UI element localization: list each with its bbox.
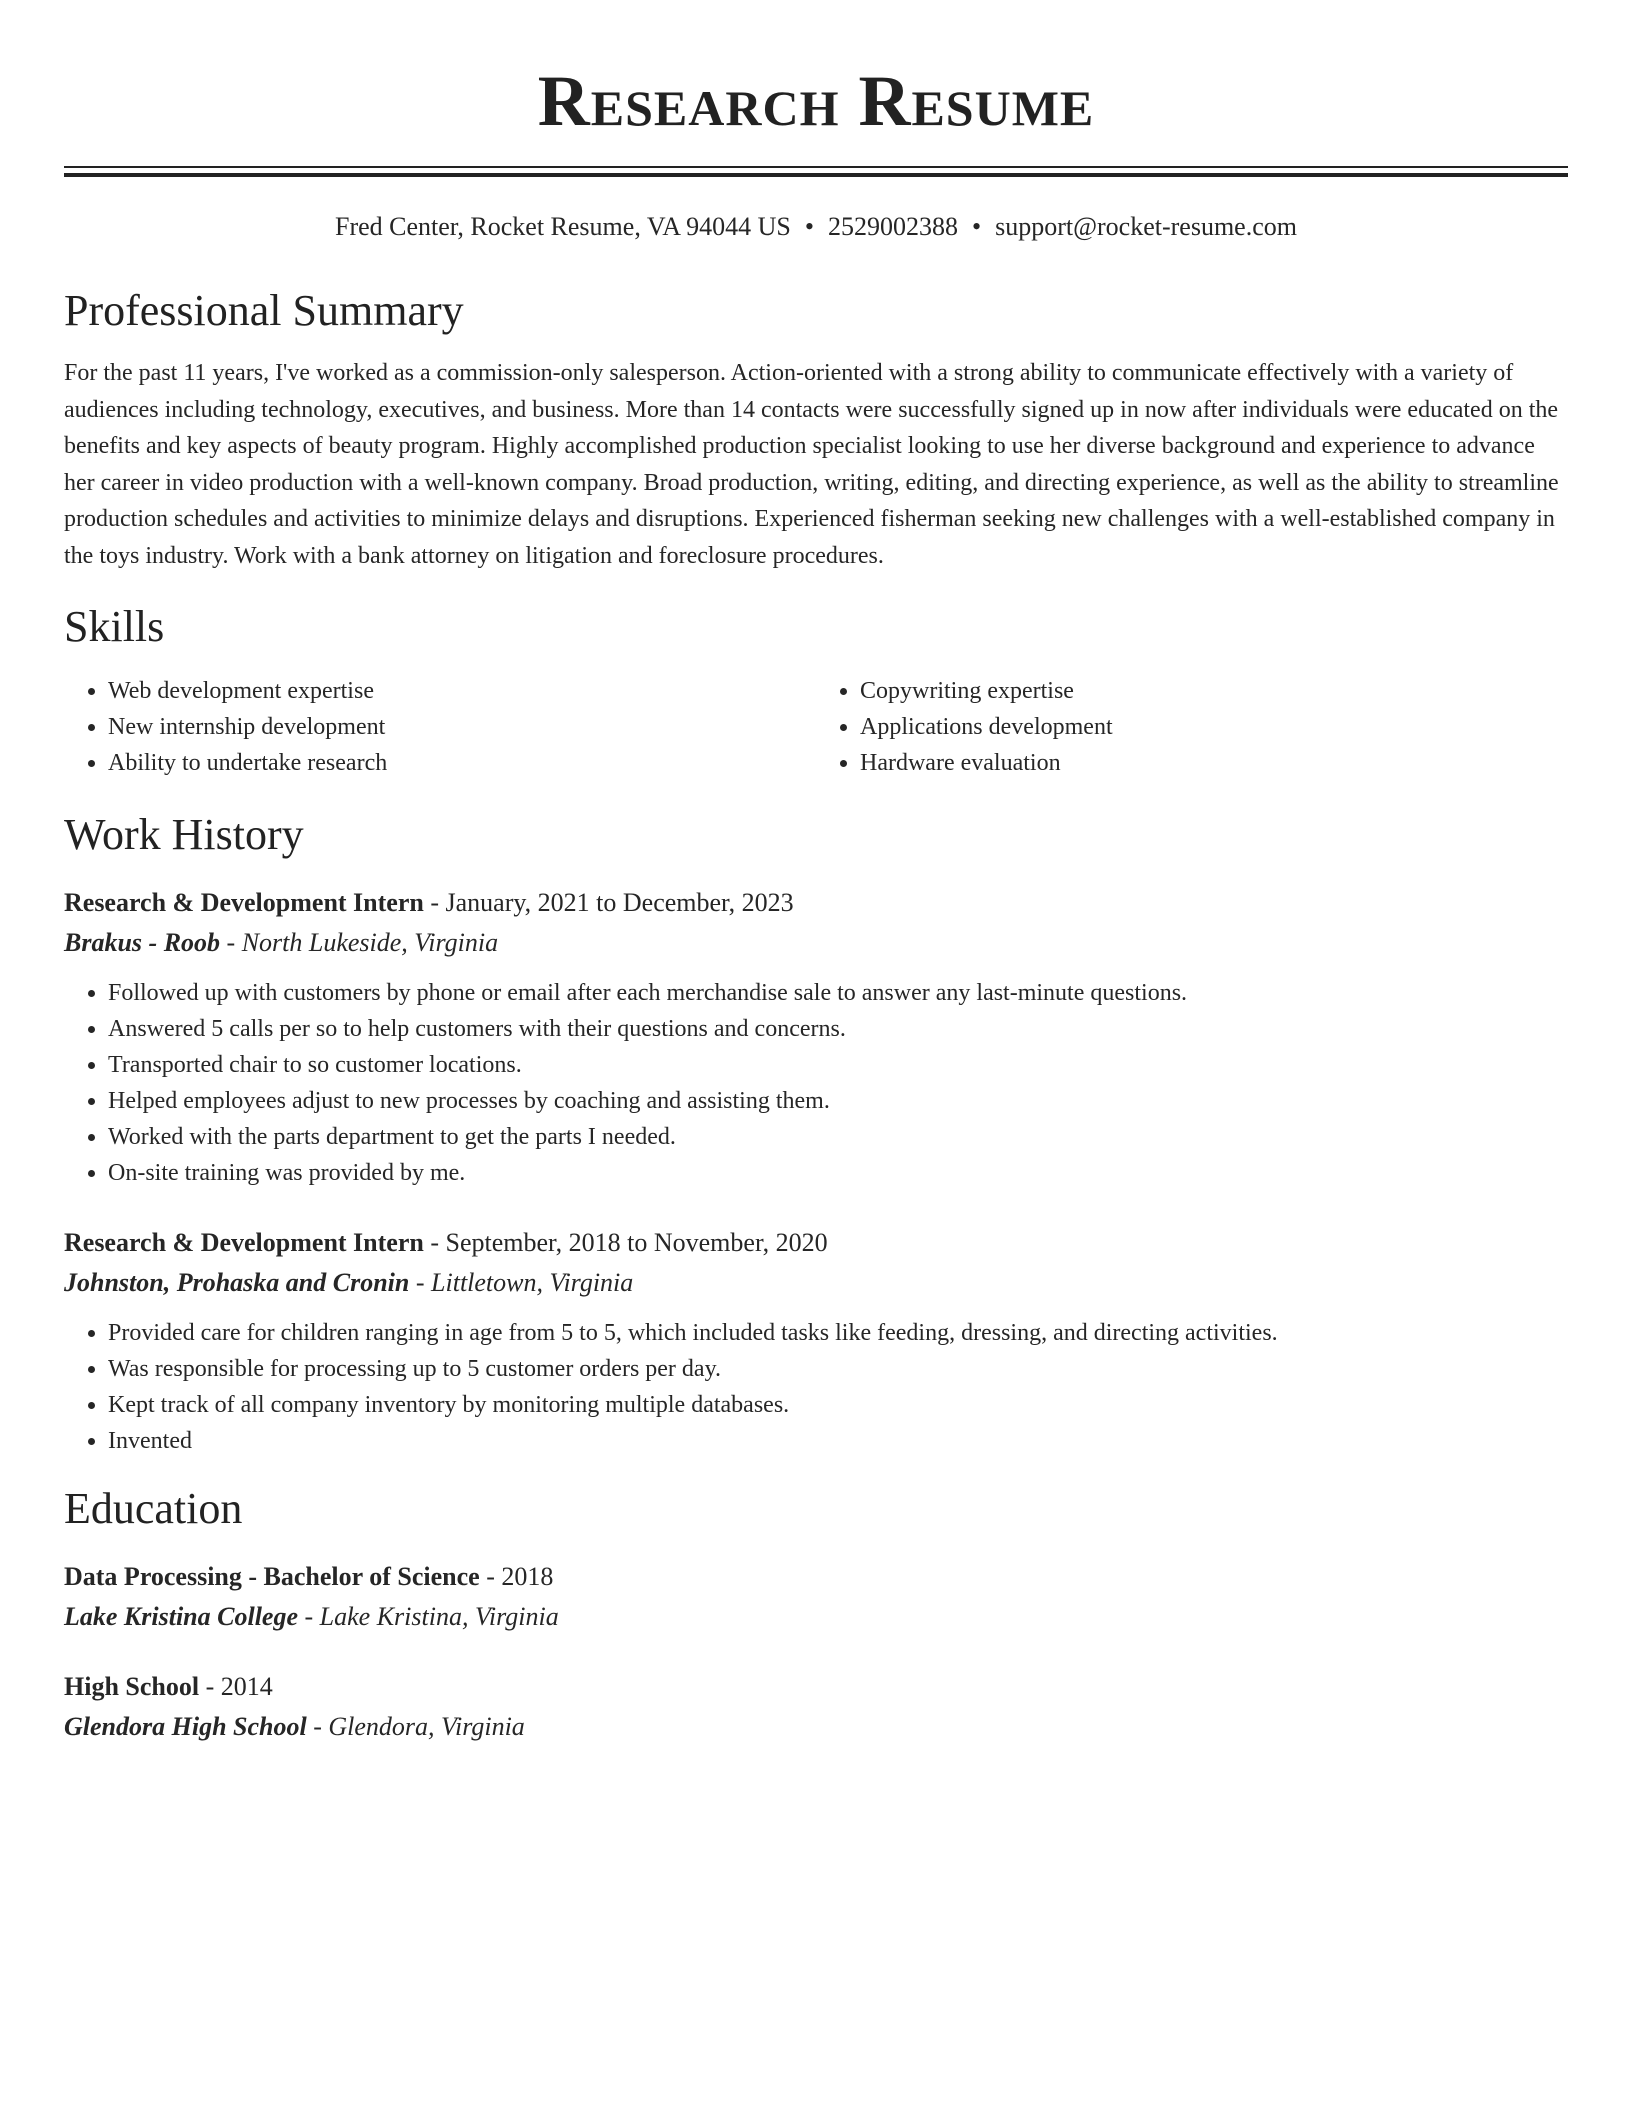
education-degree: Data Processing - Bachelor of Science [64, 1561, 480, 1591]
education-entry [64, 1667, 1568, 1747]
job-entry [64, 883, 1568, 1191]
education-school-line [64, 1707, 1568, 1747]
contact-address: Fred Center, Rocket Resume, VA 94044 US [334, 212, 791, 241]
education-year: - 2018 [479, 1561, 554, 1591]
summary-section [64, 285, 1568, 575]
job-bullet: • Answered 5 calls per so to help customers with their questions and concerns. [108, 1011, 1568, 1047]
job-dates: - January, 2021 to December, 2023 [423, 887, 794, 917]
job-bullet: • Worked with the parts department to get the parts I needed. [108, 1119, 1568, 1155]
skill-item: • Web development expertise [108, 673, 816, 709]
education-header [64, 1557, 1568, 1597]
skill-item: • Ability to undertake research [108, 745, 816, 781]
title-divider [64, 166, 1568, 177]
job-location: - North Lukeside, Virginia [220, 927, 499, 957]
education-entry [64, 1557, 1568, 1637]
education-school: Lake Kristina College [64, 1601, 298, 1631]
job-header [64, 883, 1568, 923]
summary-text: For the past 11 years, I've worked as a commission-only salesperson. Action-oriented with a strong ability to communicate effectively with a variety of audiences including technology, executives, and business. More than 14 contacts were successfully signed up in now after individuals were educated on the benefits and key aspects of beauty program. Highly accomplished production specialist looking to use her diverse background and experience to advance her career in video production with a well-known company. Broad production, writing, editing, and directing experience, as well as the ability to streamline production schedules and activities to minimize delays and disruptions. Experienced fisherman seeking new challenges with a well-established company in the toys industry. Work with a bank attorney on litigation and foreclosure procedures. [64, 360, 1559, 569]
work-history-section [64, 809, 1568, 1459]
education-school: Glendora High School [64, 1711, 307, 1741]
job-location: - Littletown, Virginia [409, 1267, 634, 1297]
education-year: - 2014 [199, 1671, 273, 1701]
contact-phone: 2529002388 [827, 212, 958, 241]
skills-list-right [816, 673, 1568, 781]
education-section [64, 1483, 1568, 1747]
job-bullet: • Kept track of all company inventory by monitoring multiple databases. [108, 1387, 1568, 1423]
education-school-line [64, 1597, 1568, 1637]
skill-item: • Copywriting expertise [860, 673, 1568, 709]
skills-list-left [64, 673, 816, 781]
education-location: - Glendora, Virginia [306, 1711, 525, 1741]
job-employer [64, 1263, 1568, 1303]
education-location: - Lake Kristina, Virginia [298, 1601, 559, 1631]
job-bullet: • Helped employees adjust to new processes by coaching and assisting them. [108, 1083, 1568, 1119]
education-heading: Education [64, 1483, 243, 1533]
skill-item: • New internship development [108, 709, 816, 745]
education-degree: High School [64, 1671, 200, 1701]
job-title: Research & Development Intern [64, 887, 424, 917]
skills-heading: Skills [64, 601, 165, 651]
contact-separator: • [804, 212, 814, 241]
job-company: Johnston, Prohaska and Cronin [64, 1267, 410, 1297]
job-bullet: • Was responsible for processing up to 5 customer orders per day. [108, 1351, 1568, 1387]
contact-separator: • [971, 212, 982, 241]
job-title: Research & Development Intern [64, 1227, 424, 1257]
work-history-heading: Work History [64, 809, 304, 859]
education-header [64, 1667, 1568, 1707]
job-bullet: • Followed up with customers by phone or email after each merchandise sale to answer any last-minute questions. [108, 975, 1568, 1011]
skill-item: • Hardware evaluation [860, 745, 1568, 781]
skills-columns [64, 673, 1568, 781]
job-bullet: • Provided care for children ranging in age from 5 to 5, which included tasks like feeding, dressing, and directing activities. [108, 1315, 1568, 1351]
job-bullet: • Transported chair to so customer locations. [108, 1047, 1568, 1083]
skills-section [64, 601, 1568, 781]
job-dates: - September, 2018 to November, 2020 [423, 1227, 828, 1257]
job-bullet-list [64, 1315, 1568, 1459]
skill-item: • Applications development [860, 709, 1568, 745]
job-header [64, 1223, 1568, 1263]
job-bullet: • On-site training was provided by me. [108, 1155, 1568, 1191]
job-bullet: • Invented [108, 1423, 1568, 1459]
job-entry [64, 1223, 1568, 1459]
job-company: Brakus - Roob [64, 927, 221, 957]
contact-line [64, 211, 1568, 243]
contact-email: support@rocket-resume.com [995, 212, 1297, 241]
job-bullet-list [64, 975, 1568, 1191]
resume-title: Research Resume [537, 61, 1095, 141]
summary-heading: Professional Summary [64, 286, 464, 335]
job-employer [64, 923, 1568, 963]
